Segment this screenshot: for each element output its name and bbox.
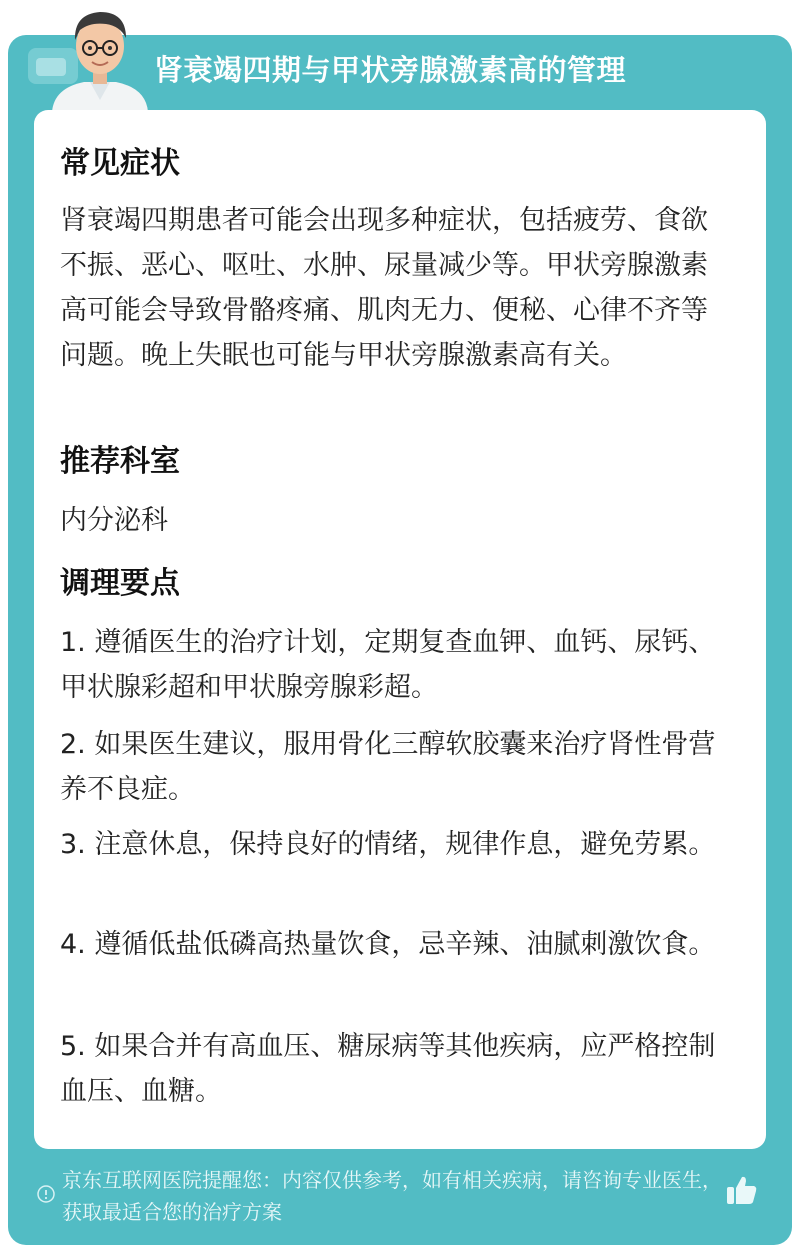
- content-card: [34, 110, 766, 1149]
- department-heading: 推荐科室: [60, 444, 180, 479]
- symptoms-text: 肾衰竭四期患者可能会出现多种症状，包括疲劳、食欲不振、恶心、呕吐、水肿、尿量减少等。甲状旁腺激素高可能会导致骨骼疼痛、肌肉无力、便秘、心律不齐等问题。晚上失眠也可能与甲状旁腺激素高有关。: [60, 205, 708, 371]
- doctor-avatar: [44, 0, 156, 112]
- care-item: 1. 遵循医生的治疗计划，定期复查血钾、血钙、尿钙、甲状腺彩超和甲状腺旁腺彩超。: [60, 627, 716, 703]
- department-text: 内分泌科: [60, 505, 168, 536]
- page-title: 肾衰竭四期与甲状旁腺激素高的管理: [154, 53, 627, 87]
- care-item: 5. 如果合并有高血压、糖尿病等其他疾病，应严格控制血压、血糖。: [60, 1031, 716, 1107]
- care-item: 3. 注意休息，保持良好的情绪，规律作息，避免劳累。: [60, 829, 716, 860]
- symptoms-heading: 常见症状: [60, 146, 180, 181]
- disclaimer-text: 京东互联网医院提醒您：内容仅供参考，如有相关疾病，请咨询专业医生，获取最适合您的治疗方案: [62, 1168, 722, 1224]
- care-heading: 调理要点: [60, 566, 180, 601]
- care-item: 4. 遵循低盐低磷高热量饮食，忌辛辣、油腻刺激饮食。: [60, 929, 716, 960]
- thumbs-up-icon[interactable]: [724, 1172, 760, 1208]
- care-item: 2. 如果医生建议，服用骨化三醇软胶囊来治疗肾性骨营养不良症。: [60, 729, 716, 805]
- info-icon: [36, 1184, 56, 1204]
